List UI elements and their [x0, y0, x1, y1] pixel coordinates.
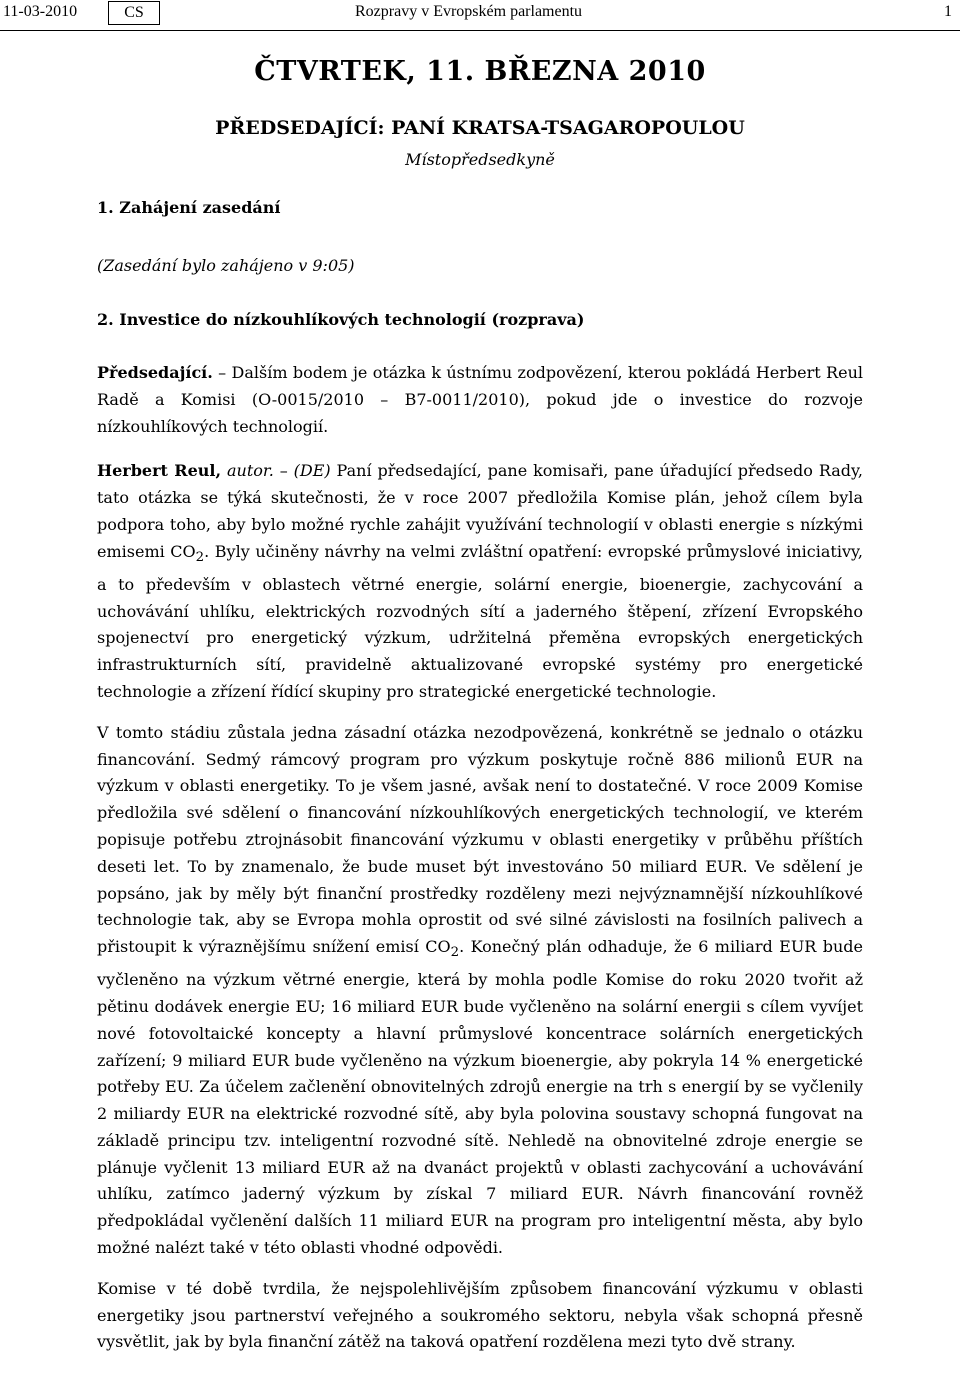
page-number: 1 [944, 3, 952, 20]
header-date: 11-03-2010 [3, 3, 78, 20]
chair-text: – Dalším bodem je otázka k ústnímu zodpovězení, kterou pokládá Herbert Reul Radě a Komisi (O-0015/2010 – B7-0011/2010), pokud jde o investice do rozvoje nízkouhlíkových technologií. [97, 363, 863, 436]
presidency-role: Místopředsedkyně [405, 150, 555, 169]
header-title: Rozpravy v Evropském parlamentu [355, 3, 583, 20]
presidency-line: PŘEDSEDAJÍCÍ: PANÍ KRATSA-TSAGAROPOULOU [215, 117, 745, 139]
reul-p2-text-b: . Konečný plán odhaduje, že 6 miliard EUR bude vyčleněno na výzkum větrné energie, která by mohla podle Komise do roku 2020 tvořit až pětinu dodávek energie EU; 16 miliard EUR bude vyčleněno na solární energii s cílem vyvíjet nové fotovoltaické koncepty a hlavní průmyslové koncentrace solárních energetických zařízení; 9 miliard EUR bude vyčleněno na výzkum bioenergie, aby pokryla 14 % energetické potřeby EU. Za účelem začlenění obnovitelných zdrojů energie na trh s energií by se vyčlenily 2 miliardy EUR na elektrické rozvodné sítě, aby byla polovina soustavy schopná fungovat na základě principu tzv. inteligentní rozvodné sítě. Nehledě na obnovitelné zdroje energie se plánuje vyčlenit 13 miliard EUR až na dvanáct projektů v oblasti zachycování a uchovávání uhlíku, zatímco jaderný výzkum by získal 7 miliard EUR. Návrh financování rovněž předpokládal vyčlenění dalších 11 miliard EUR na program pro inteligentní města, aby bylo možné nalézt také v této oblasti vhodné odpovědi. [97, 937, 863, 1258]
reul-language: (DE) [293, 461, 331, 481]
reul-role: autor. [226, 461, 274, 481]
debate-content [97, 196, 863, 1356]
reul-speaker: Herbert Reul, [97, 461, 222, 481]
chair-speaker: Předsedající. [97, 363, 213, 382]
reul-p1-subscript: 2 [195, 549, 205, 565]
reul-p2-subscript: 2 [450, 945, 460, 961]
reul-paragraph-1 [97, 458, 863, 705]
reul-p1-text-b: . Byly učiněny návrhy na velmi zvláštní opatření: evropské průmyslové iniciativy, a to především v oblastech větrné energie, solární energie, bioenergie, zachycování a uchovávání uhlíku, elektrických rozvodných sítí a jaderného štěpení, zřízení Evropského spojenectví pro energetický výzkum, udržitelná přeměna evropských energetických infrastrukturních sítí, pravidelně aktualizované evropské systémy pro energetické technologie a zřízení řídící skupiny pro strategické energetické technologie. [97, 541, 863, 701]
reul-paragraph-2 [97, 720, 863, 1262]
item-1-title: 1. Zahájení zasedání [97, 198, 281, 217]
day-title: ČTVRTEK, 11. BŘEZNA 2010 [254, 56, 706, 87]
reul-p1-text-a: Paní předsedající, pane komisaři, pane úřadující předsedo Rady, tato otázka se týká skutečnosti, že v roce 2007 předložila Komise plán, jehož cílem byla podpora toho, aby bylo možné rychle zahájit využívání technologií v oblasti energie s nízkými emisemi CO [97, 461, 864, 561]
header-divider [0, 30, 960, 31]
reul-paragraph-3: Komise v té době tvrdila, že nejspolehlivějším způsobem financování výzkumu v oblasti energetiky jsou partnerství veřejného a soukromého sektoru, nebyla však schopná přesně vysvětlit, jak by byla finanční zátěž na taková opatření rozdělena mezi tyto dvě strany. [97, 1278, 863, 1352]
language-badge: CS [108, 1, 160, 25]
item-2-title: 2. Investice do nízkouhlíkových technologií (rozprava) [97, 310, 585, 329]
item-1-note: (Zasedání bylo zahájeno v 9:05) [97, 256, 355, 275]
page-header [0, 0, 960, 32]
reul-p2-text-a: V tomto stádiu zůstala jedna zásadní otázka nezodpovězená, konkrétně se jednalo o otázku financování. Sedmý rámcový program pro výzkum poskytuje ročně 886 milionů EUR na výzkum v oblasti energetiky. To je všem jasné, avšak není to dostatečné. V roce 2009 Komise předložila své sdělení o financování nízkouhlíkových energetických technologií, ve kterém popisuje potřebu ztrojnásobit financování výzkumu v oblasti energetiky v průběhu příštích deseti let. To by znamenalo, že bude muset být investováno 50 miliard EUR. Ve sdělení je popsáno, jak by měly být finanční prostředky rozděleny mezi nejvýznamnější nízkouhlíkové technologie tak, aby se Evropa mohla oprostit od své silné závislosti na fosilních palivech a přistoupit k výraznějšímu snížení emisí CO [97, 722, 863, 957]
reul-dash: – [273, 461, 294, 481]
chair-intervention [97, 360, 863, 440]
